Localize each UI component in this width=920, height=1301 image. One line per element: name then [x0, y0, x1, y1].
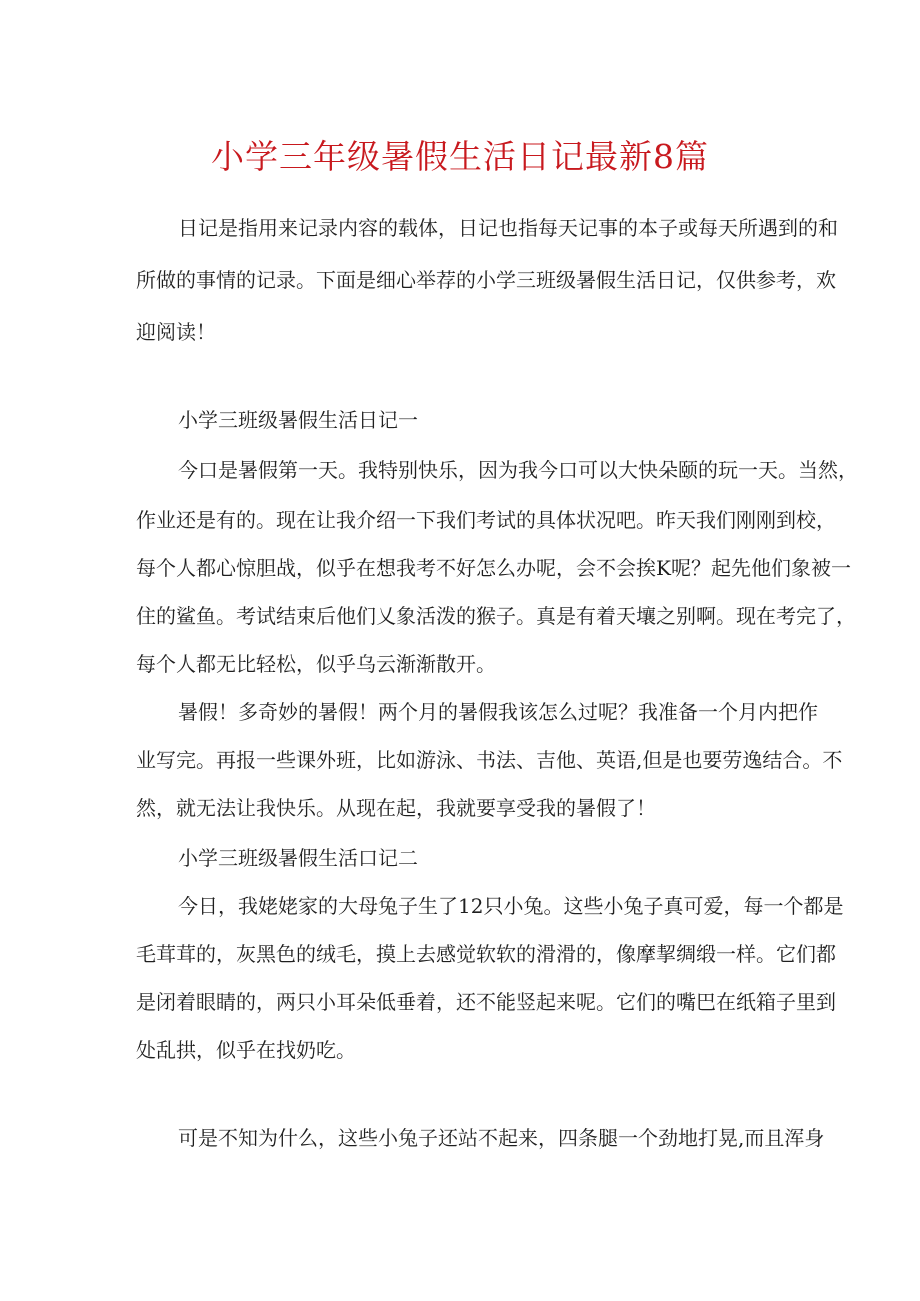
intro-line: 日记是指用来记录内容的载体，日记也指每天记事的本子或每天所遇到的和 [178, 216, 838, 240]
section-heading: 小学三班级暑假生活口记二 [178, 846, 418, 870]
paragraph-line: 每个人都无比轻松，似乎乌云渐渐散开。 [136, 652, 496, 676]
paragraph-line: 业写完。再报一些课外班，比如游泳、书法、吉他、英语,但是也要劳逸结合。不 [136, 748, 843, 772]
intro-line: 所做的事情的记录。下面是细心举荐的小学三班级暑假生活日记，仅供参考，欢 [136, 268, 836, 292]
paragraph-line: 处乱拱，似乎在找奶吃。 [136, 1038, 356, 1062]
paragraph-line: 作业还是有的。现在让我介绍一下我们考试的具体状况吧。昨天我们刚刚到校， [136, 508, 836, 532]
paragraph-line: 暑假！多奇妙的暑假！两个月的暑假我该怎么过呢？我准备一个月内把作 [178, 700, 818, 724]
paragraph-line: 今口是暑假第一天。我特别快乐，因为我今口可以大快朵颐的玩一天。当然， [178, 458, 858, 482]
section-heading: 小学三班级暑假生活日记一 [178, 408, 418, 432]
paragraph-line: 毛茸茸的，灰黑色的绒毛，摸上去感觉软软的滑滑的，像摩挈绸缎一样。它们都 [136, 942, 836, 966]
paragraph-line: 然，就无法让我快乐。从现在起，我就要享受我的暑假了！ [136, 796, 656, 820]
paragraph-line: 住的鲨鱼。考试结束后他们乂象活泼的猴子。真是有着天壤之别啊。现在考完了， [136, 604, 856, 628]
paragraph-line: 每个人都心惊胆战，似乎在想我考不好怎么办呢，会不会挨K呢？起先他们象被一 [136, 556, 851, 580]
document-title: 小学三年级暑假生活日记最新8篇 [211, 137, 709, 176]
paragraph-line: 是闭着眼睛的，两只小耳朵低垂着，还不能竖起来呢。它们的嘴巴在纸箱子里到 [136, 990, 836, 1014]
paragraph-line: 今日，我姥姥家的大母兔子生了12只小兔。这些小兔子真可爱，每一个都是 [178, 894, 844, 918]
paragraph-line: 可是不知为什么，这些小兔子还站不起来，四条腿一个劲地打晃,而且浑身 [178, 1126, 825, 1150]
intro-line: 迎阅读！ [136, 320, 216, 344]
